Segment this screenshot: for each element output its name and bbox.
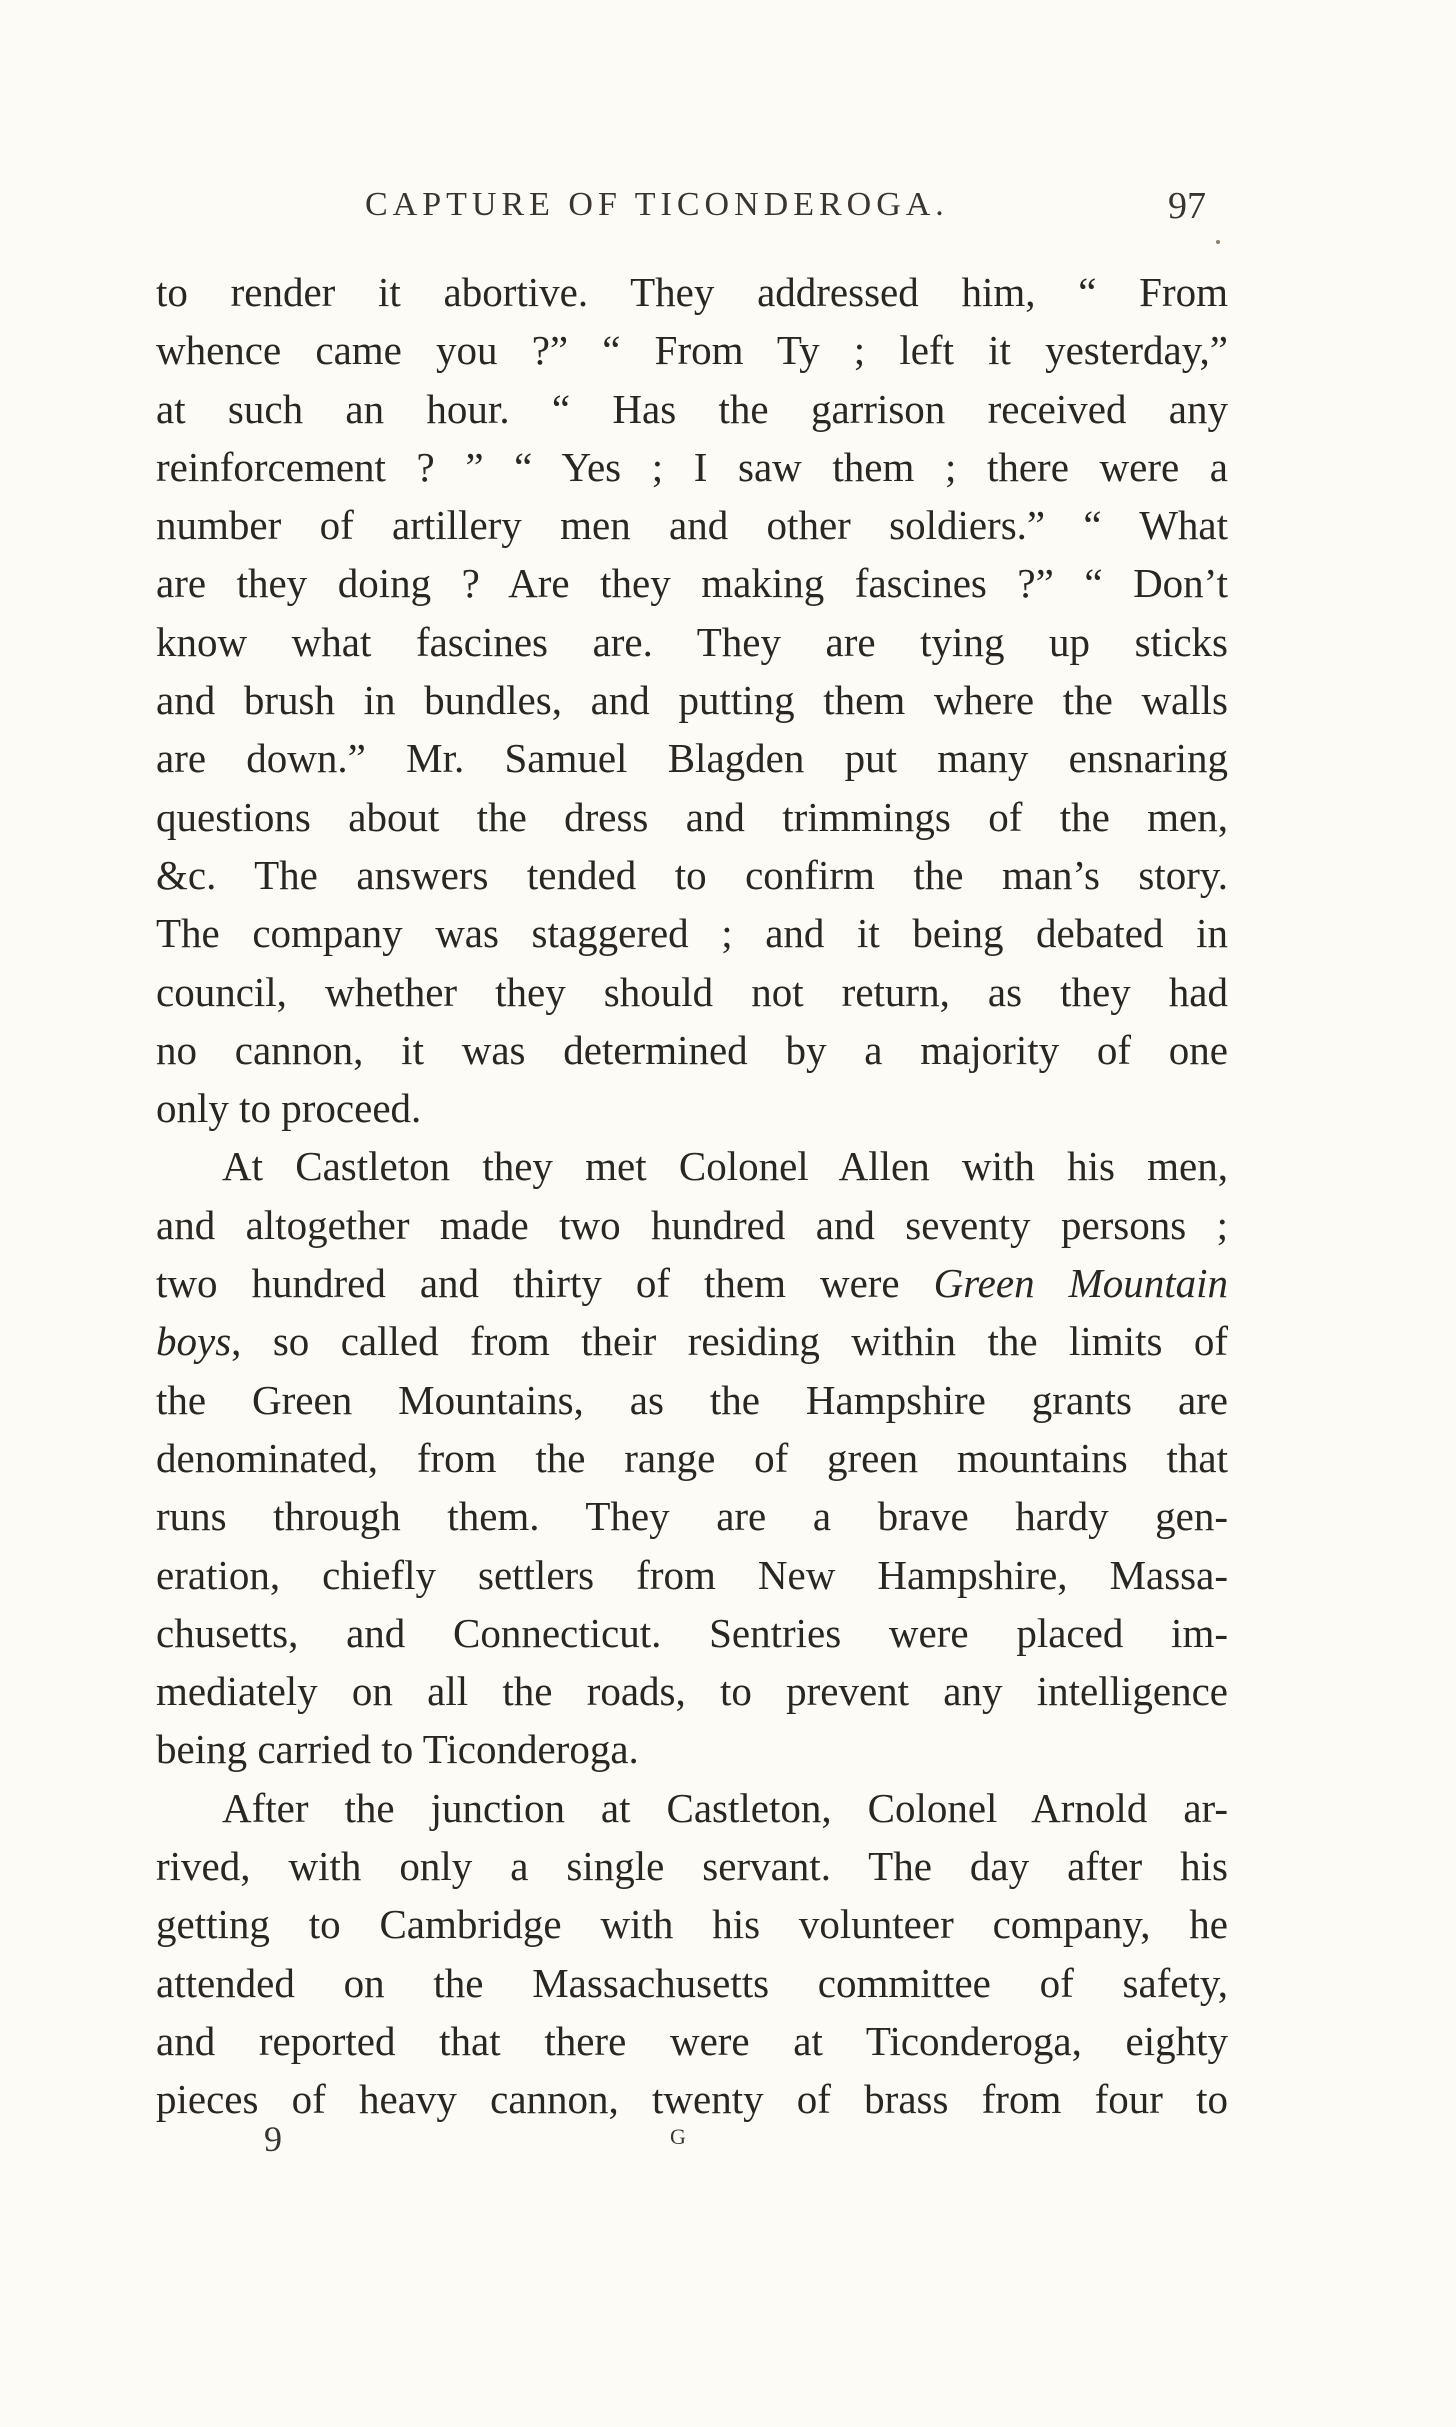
text-line: questions about the dress and trimmings of the men,: [156, 793, 1228, 840]
italic-phrase: Green Mountain: [933, 1260, 1229, 1307]
signature-mark: 9: [264, 2119, 282, 2159]
running-head-title: CAPTURE OF TICONDEROGA.: [365, 186, 949, 223]
text-line: no cannon, it was determined by a majority of one: [156, 1026, 1228, 1073]
text-line: runs through them. They are a brave hardy gen-: [156, 1493, 1228, 1540]
text-line: only to proceed.: [156, 1085, 422, 1132]
text-line: are down.” Mr. Samuel Blagden put many ensnaring: [156, 735, 1228, 782]
text-line: and reported that there were at Ticonderoga, eighty: [156, 2017, 1228, 2064]
text-segment: two hundred and thirty of them were: [156, 1260, 934, 1307]
text-line: [156, 1312, 1228, 1370]
text-line: and altogether made two hundred and seventy persons ;: [156, 1201, 1228, 1248]
text-line: reinforcement ? ” “ Yes ; I saw them ; there were a: [156, 443, 1228, 490]
page-number: 97: [1168, 185, 1206, 227]
text-line: denominated, from the range of green mountains that: [156, 1434, 1228, 1481]
text-line: pieces of heavy cannon, twenty of brass from four to: [156, 2076, 1228, 2123]
text-line: at such an hour. “ Has the garrison received any: [156, 385, 1228, 432]
text-line: getting to Cambridge with his volunteer company, he: [156, 1901, 1228, 1948]
sheet-letter: G: [670, 2124, 686, 2149]
text-line: [156, 1254, 1228, 1312]
text-line: &c. The answers tended to confirm the man’s story.: [156, 851, 1228, 898]
text-line: eration, chiefly settlers from New Hampshire, Massa-: [156, 1551, 1228, 1598]
text-line: chusetts, and Connecticut. Sentries were placed im-: [156, 1609, 1228, 1656]
text-line: attended on the Massachusetts committee of safety,: [156, 1959, 1228, 2006]
text-line: know what fascines are. They are tying up sticks: [156, 618, 1228, 665]
paper-speck: [1216, 240, 1220, 244]
text-line: are they doing ? Are they making fascines ?” “ Don’t: [156, 560, 1228, 607]
text-line: rived, with only a single servant. The day after his: [156, 1843, 1228, 1890]
text-line: The company was staggered ; and it being debated in: [156, 910, 1228, 957]
text-line: mediately on all the roads, to prevent any intelligence: [156, 1668, 1228, 1715]
text-segment: , so called from their residing within the limits of: [231, 1318, 1228, 1365]
text-line: to render it abortive. They addressed him, “ From: [156, 269, 1228, 315]
text-line: and brush in bundles, and putting them where the walls: [156, 677, 1228, 724]
body-text: [156, 263, 1228, 2129]
text-line: At Castleton they met Colonel Allen with his men,: [222, 1143, 1228, 1190]
italic-phrase: boys: [156, 1318, 232, 1365]
text-line: After the junction at Castleton, Colonel Arnold ar-: [222, 1784, 1228, 1831]
text-line: whence came you ?” “ From Ty ; left it yesterday,”: [156, 327, 1228, 374]
text-line: council, whether they should not return, as they had: [156, 968, 1228, 1015]
text-line: being carried to Ticonderoga.: [156, 1726, 639, 1773]
text-line: the Green Mountains, as the Hampshire grants are: [156, 1376, 1228, 1423]
text-line: number of artillery men and other soldiers.” “ What: [156, 502, 1228, 549]
